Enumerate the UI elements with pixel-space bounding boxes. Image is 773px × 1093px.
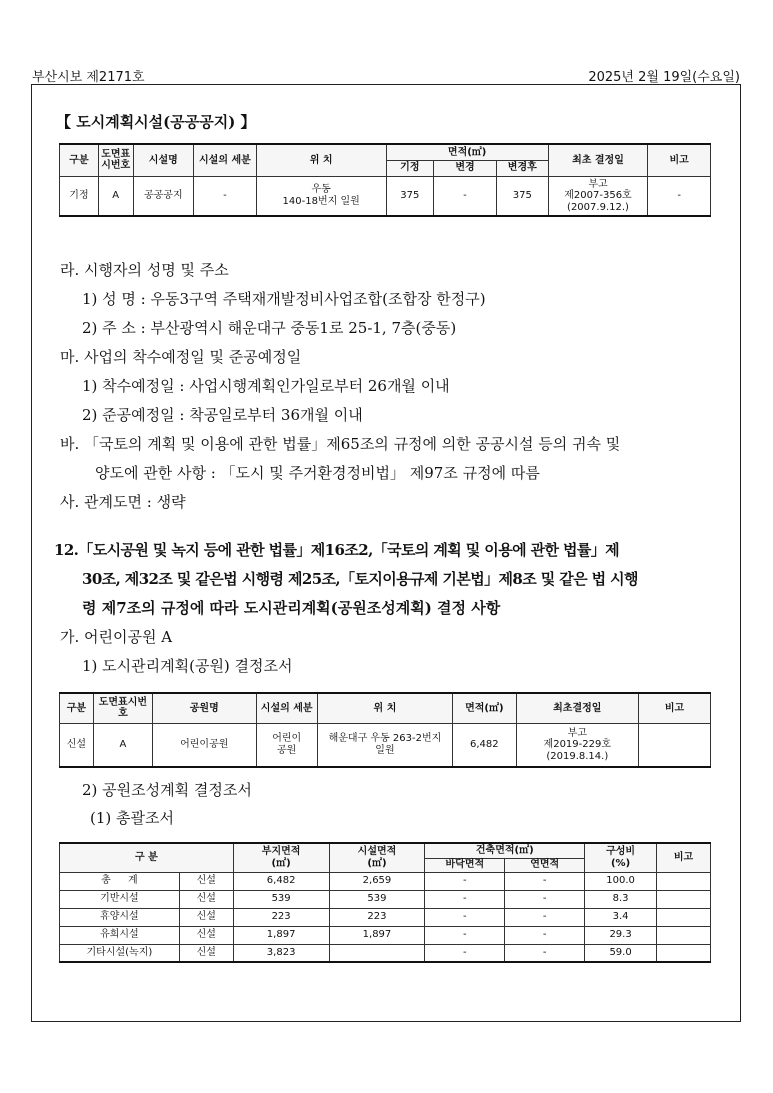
cell: 기반시설	[60, 890, 180, 908]
cell: -	[505, 944, 585, 962]
table-row	[60, 908, 711, 926]
section-title: 【 도시계획시설(공공공지) 】	[56, 113, 256, 131]
cell: 29.3	[585, 926, 657, 944]
cell: 신설	[60, 723, 94, 767]
col-header: 도면표시번호	[93, 693, 152, 723]
col-header	[233, 843, 329, 872]
cell-line: 구성비	[606, 846, 636, 858]
col-header: 면적(㎡)	[386, 144, 548, 160]
cell: 신설	[179, 890, 233, 908]
table-row	[60, 872, 711, 890]
cell: 어린이공원	[152, 723, 256, 767]
cell: 223	[329, 908, 425, 926]
cell: 3.4	[585, 908, 657, 926]
cell: -	[425, 890, 505, 908]
cell	[639, 723, 711, 767]
col-header: 비고	[657, 843, 711, 872]
cell: -	[648, 176, 711, 216]
cell: -	[505, 908, 585, 926]
cell-line: 140-18번지 일원	[282, 195, 360, 207]
item-ma-2: 2) 준공예정일 : 착공일로부터 36개월 이내	[82, 406, 363, 424]
cell: -	[505, 890, 585, 908]
cell-line: 해운대구 우동 263-2번지	[328, 733, 442, 745]
cell: 539	[329, 890, 425, 908]
cell-line: (㎡)	[271, 857, 291, 869]
cell-line: (㎡)	[367, 857, 387, 869]
table-row	[60, 926, 711, 944]
cell: 1,897	[329, 926, 425, 944]
cell: 유희시설	[60, 926, 180, 944]
cell: A	[98, 176, 133, 216]
item-sa: 사. 관계도면 : 생략	[60, 493, 186, 511]
cell	[657, 944, 711, 962]
cell: -	[505, 872, 585, 890]
cell-line: 우동	[311, 184, 331, 196]
table-row	[60, 176, 711, 216]
cell	[256, 723, 317, 767]
cell-line: (2019.8.14.)	[546, 750, 609, 762]
cell-line: 부고	[567, 727, 587, 739]
col-header: 구분	[60, 144, 99, 176]
item-ra: 라. 시행자의 성명 및 주소	[60, 261, 229, 279]
item-12-line2: 30조, 제32조 및 같은법 시행령 제25조,「토지이용규제 기본법」제8조 및 같은 법 시행	[82, 570, 638, 588]
cell: -	[425, 908, 505, 926]
cell-line: 공원	[277, 744, 297, 756]
col-header: 변경후	[496, 160, 548, 176]
park-plan-table	[59, 692, 711, 768]
cell: 375	[386, 176, 434, 216]
cell: A	[93, 723, 152, 767]
col-header: 위 치	[256, 144, 386, 176]
item-ga: 가. 어린이공원 A	[60, 628, 173, 646]
cell: 223	[233, 908, 329, 926]
content-frame	[31, 84, 741, 1022]
item-ra-2: 2) 주 소 : 부산광역시 해운대구 중동1로 25-1, 7층(중동)	[82, 319, 457, 337]
cell: 신설	[179, 944, 233, 962]
summary-table	[59, 842, 711, 963]
cell: -	[425, 872, 505, 890]
col-header: 위 치	[317, 693, 452, 723]
cell-line: 일원	[375, 744, 395, 756]
col-header: 시설명	[133, 144, 194, 176]
item-ra-1: 1) 성 명 : 우동3구역 주택재개발정비사업조합(조합장 한정구)	[82, 290, 486, 308]
item-12-line3: 령 제7조의 규정에 따라 도시관리계획(공원조성계획) 결정 사항	[82, 599, 501, 617]
cell	[657, 890, 711, 908]
facility-table	[59, 143, 711, 217]
gazette-issue: 부산시보 제2171호	[32, 70, 145, 85]
cell: 기정	[60, 176, 99, 216]
cell: 375	[496, 176, 548, 216]
cell: 공공공지	[133, 176, 194, 216]
cell-line: 제2007-356호	[564, 190, 632, 201]
cell: 3,823	[233, 944, 329, 962]
cell: 기타시설(녹지)	[60, 944, 180, 962]
cell: -	[194, 176, 257, 216]
cell-line: 어린이	[272, 733, 302, 745]
cell-line: 부고	[588, 178, 608, 190]
col-header: 기정	[386, 160, 434, 176]
item-ga-2-1: (1) 총괄조서	[90, 809, 174, 827]
cell-line: (%)	[610, 857, 631, 869]
col-header: 최초결정일	[516, 693, 639, 723]
cell: 신설	[179, 908, 233, 926]
cell: 6,482	[233, 872, 329, 890]
table-row	[60, 944, 711, 962]
cell-line: 시설면적	[357, 846, 397, 858]
cell: -	[505, 926, 585, 944]
col-header: 구 분	[60, 843, 234, 872]
gazette-date: 2025년 2월 19일(수요일)	[588, 70, 740, 85]
cell: 8.3	[585, 890, 657, 908]
table-row	[60, 890, 711, 908]
cell	[548, 176, 647, 216]
cell: -	[425, 944, 505, 962]
cell: 100.0	[585, 872, 657, 890]
col-header: 변경	[434, 160, 497, 176]
cell: 6,482	[453, 723, 516, 767]
col-header: 도면표시번호	[98, 144, 133, 176]
item-ba-line1: 바. 「국토의 계획 및 이용에 관한 법률」제65조의 규정에 의한 공공시설 등의 귀속 및	[60, 435, 621, 453]
col-header: 바닥면적	[425, 858, 505, 872]
cell	[317, 723, 452, 767]
col-header: 시설의 세분	[194, 144, 257, 176]
col-header: 최초 결정일	[548, 144, 647, 176]
cell	[516, 723, 639, 767]
item-ma: 마. 사업의 착수예정일 및 준공예정일	[60, 348, 302, 366]
col-header: 시설의 세분	[256, 693, 317, 723]
cell: -	[434, 176, 497, 216]
cell: 59.0	[585, 944, 657, 962]
cell: -	[425, 926, 505, 944]
cell-line: (2007.9.12.)	[567, 201, 629, 213]
col-header: 구분	[60, 693, 94, 723]
cell: 휴양시설	[60, 908, 180, 926]
cell: 총 계	[60, 872, 180, 890]
col-header: 공원명	[152, 693, 256, 723]
item-ga-1: 1) 도시관리계획(공원) 결정조서	[82, 657, 293, 675]
col-header	[585, 843, 657, 872]
cell: 신설	[179, 926, 233, 944]
cell	[329, 944, 425, 962]
col-header: 비고	[648, 144, 711, 176]
cell: 1,897	[233, 926, 329, 944]
cell	[657, 926, 711, 944]
col-header: 건축면적(㎡)	[425, 843, 585, 858]
item-ma-1: 1) 착수예정일 : 사업시행계획인가일로부터 26개월 이내	[82, 377, 450, 395]
cell: 2,659	[329, 872, 425, 890]
col-header	[329, 843, 425, 872]
cell-line: 부지면적	[261, 846, 301, 858]
cell	[256, 176, 386, 216]
cell: 539	[233, 890, 329, 908]
col-header: 면적(㎡)	[453, 693, 516, 723]
item-ga-2: 2) 공원조성계획 결정조서	[82, 781, 252, 799]
cell-line: 제2019-229호	[543, 739, 612, 750]
cell	[657, 908, 711, 926]
col-header: 비고	[639, 693, 711, 723]
table-row	[60, 723, 711, 767]
col-header: 연면적	[505, 858, 585, 872]
cell: 신설	[179, 872, 233, 890]
item-ba-line2: 양도에 관한 사항 : 「도시 및 주거환경정비법」 제97조 규정에 따름	[95, 464, 540, 482]
cell	[657, 872, 711, 890]
item-12-line1: 12.「도시공원 및 녹지 등에 관한 법률」제16조2,「국토의 계획 및 이용에 관한 법률」제	[54, 541, 620, 559]
